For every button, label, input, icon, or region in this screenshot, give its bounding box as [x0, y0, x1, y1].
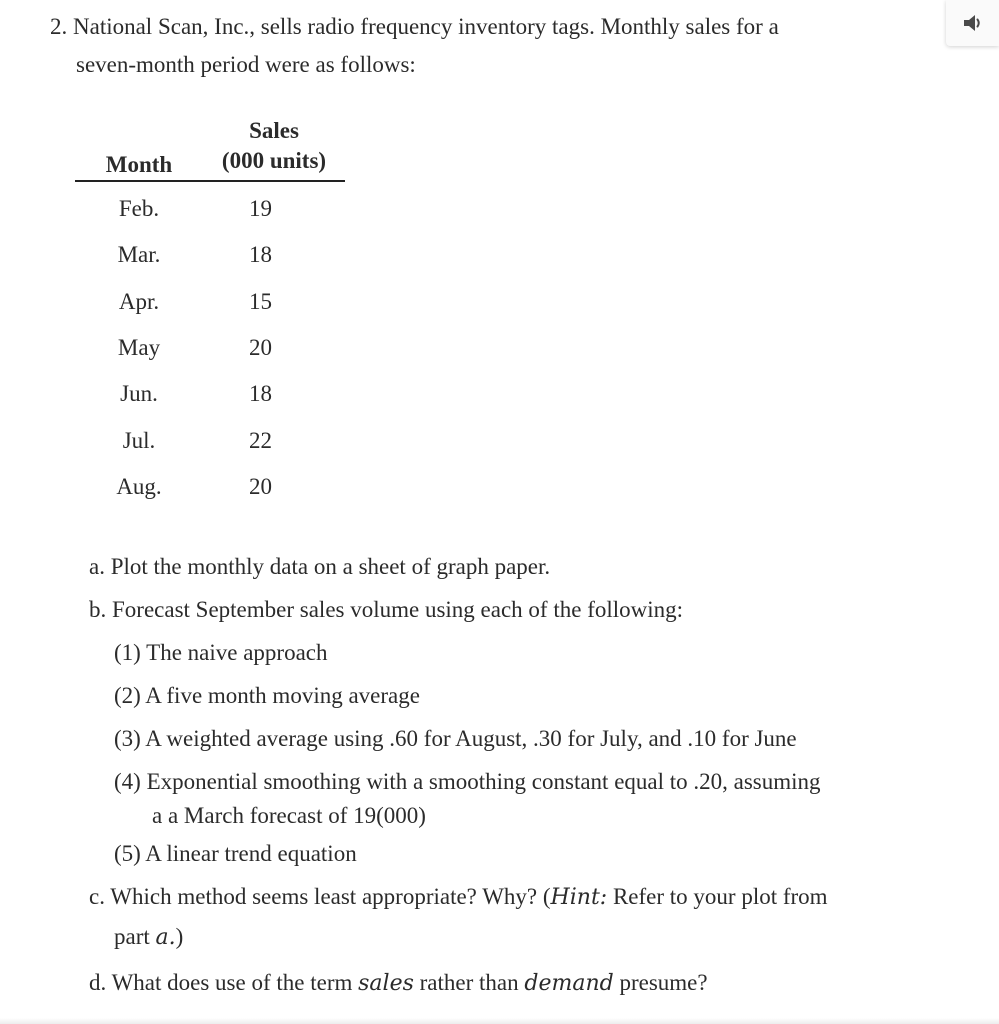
speaker-icon — [962, 13, 984, 33]
month-cell: Jun. — [120, 381, 158, 407]
sales-cell: 18 — [249, 242, 272, 268]
sales-cell: 15 — [249, 288, 272, 314]
part-c-text: c. Which method seems least appropriate? Why? ( — [89, 884, 551, 909]
audio-button[interactable] — [946, 0, 999, 46]
problem-intro — [50, 8, 890, 84]
part-d-post: presume? — [613, 970, 708, 995]
month-cell: Aug. — [116, 473, 162, 499]
header-sales — [203, 116, 345, 181]
part-b-item-1: (1) The naive approach — [114, 640, 328, 665]
part-a: a. Plot the monthly data on a sheet of graph paper. — [89, 554, 551, 579]
bottom-edge — [0, 1018, 999, 1024]
header-sales-line1: Sales — [249, 118, 299, 143]
part-d-mid: rather than — [413, 970, 525, 995]
part-b-item-4-text: (4) Exponential smoothing with a smoothing constant equal to .20, assuming — [114, 769, 821, 794]
table-row — [75, 464, 345, 510]
intro-line-2: seven-month period were as follows: — [76, 52, 416, 77]
sales-cell: 22 — [249, 427, 272, 453]
table-row — [75, 181, 345, 232]
table-row — [75, 279, 345, 325]
month-cell: May — [117, 335, 161, 361]
sales-table — [75, 116, 345, 510]
month-cell: Apr. — [118, 288, 160, 314]
part-c-mid: Refer to your plot from — [607, 884, 828, 909]
month-cell: Jul. — [122, 427, 156, 453]
sales-cell: 20 — [249, 473, 272, 499]
problem-number: 2. — [50, 14, 68, 39]
intro-line-1 — [50, 8, 890, 46]
part-d-sales: sales — [358, 971, 414, 996]
part-d-text: d. What does use of the term — [89, 970, 359, 995]
part-b-item-2: (2) A five month moving average — [114, 683, 420, 708]
part-c-cont-post: ) — [175, 924, 184, 949]
sales-cell: 18 — [249, 381, 272, 407]
table-row — [75, 371, 345, 417]
part-b-item-3: (3) A weighted average using .60 for August, .30 for July, and .10 for June — [114, 726, 797, 751]
part-b: b. Forecast September sales volume using each of the following: — [89, 597, 684, 622]
part-b-item-4-cont: a a March forecast of 19(000) — [152, 803, 426, 828]
intro-text-1: National Scan, Inc., sells radio frequency inventory tags. Monthly sales for a — [73, 14, 779, 39]
table-row — [75, 325, 345, 371]
header-sales-line2: (000 units) — [221, 148, 327, 173]
table-row — [75, 417, 345, 463]
part-c-hint: Hint: — [550, 885, 608, 910]
part-d — [89, 964, 969, 1003]
sales-cell: 19 — [249, 196, 272, 222]
part-d-demand: demand — [524, 971, 614, 996]
part-c-cont-text: part — [114, 924, 156, 949]
month-cell: Mar. — [117, 242, 161, 268]
part-b-item-4 — [89, 760, 969, 832]
table-header-row — [75, 116, 345, 181]
part-c — [89, 877, 969, 957]
sales-cell: 20 — [249, 335, 272, 361]
question-parts — [89, 545, 969, 1003]
part-b-item-5: (5) A linear trend equation — [114, 841, 357, 866]
header-month: Month — [105, 152, 173, 177]
part-c-cont-ital: a. — [155, 925, 176, 950]
part-c-cont — [89, 917, 969, 957]
month-cell: Feb. — [118, 196, 160, 222]
table-row — [75, 232, 345, 278]
